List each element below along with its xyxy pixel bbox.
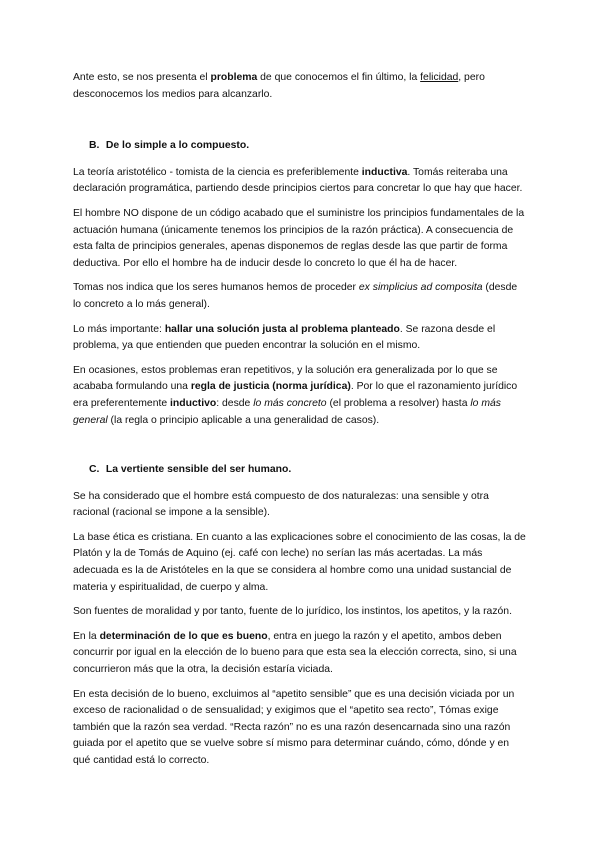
text-run: . Tomás reiteraba una declaración programática, partiendo desde principios ciertos para concretar lo que hay que hacer. <box>73 166 523 195</box>
section-b-paragraph-5 <box>73 363 528 429</box>
intro-paragraph <box>73 70 528 103</box>
section-c-letter: C. <box>89 464 100 476</box>
text-run: . Se razona desde el problema, ya que entienden que pueden encontrar la solución en el mismo. <box>73 323 496 352</box>
bold-run: inductivo <box>170 397 217 409</box>
underlined-run: felicidad <box>420 72 459 83</box>
text-run: , pero desconocemos los medios para alcanzarlo. <box>73 72 485 100</box>
text-run: Tomas nos indica que los seres humanos hemos de proceder <box>73 282 359 294</box>
text-run: En ocasiones, estos problemas eran repetitivos, y la solución era generalizada por lo que se acababa formulando una <box>73 364 498 393</box>
bold-run: hallar una solución justa al problema planteado <box>164 323 400 335</box>
section-c-paragraph-5: En esta decisión de lo bueno, excluimos al “apetito sensible” que es una decisión viciada por un exceso de racionalidad o de sensualidad; y exigimos que el “apetito sea recto”, Tómas exige también que la razón sea verdad. “Recta razón” no es una razón desencarnada sino una razón guiada por el apetito que se vuelve sobre sí mismo para determinar cuándo, cómo, dónde y en qué cantidad está lo correcto. <box>73 688 515 766</box>
text-run: La teoría aristotélico - tomista de la ciencia es preferiblemente <box>73 166 362 178</box>
section-b-heading <box>73 138 528 155</box>
section-b-paragraph-2: El hombre NO dispone de un código acabado que el suministre los principios fundamentales de la actuación humana (únicamente tenemos los principios de la razón práctica). A consecuencia de esta falta de principios generales, apenas disponemos de reglas desde las que partir de forma deductiva. Por ello el hombre ha de inducir desde lo concreto lo que él ha de hacer. <box>73 207 525 269</box>
bold-run: determinación de lo que es bueno <box>99 630 268 642</box>
text-run: . Por lo que el razonamiento jurídico era preferentemente <box>73 381 518 409</box>
section-c-paragraph-1: Se ha considerado que el hombre está compuesto de dos naturalezas: una sensible y otra racional (racional se impone a la sensible). <box>73 490 489 519</box>
section-b-paragraph-3 <box>73 280 528 313</box>
bold-run: inductiva <box>361 166 408 178</box>
text-run: de que conocemos el fin último, la <box>257 72 421 83</box>
bold-run: regla de justicia (norma jurídica) <box>190 381 351 393</box>
section-b-paragraph-1 <box>73 165 528 198</box>
text-run: : desde <box>216 397 254 409</box>
text-run: En la <box>73 630 100 642</box>
text-run: (el problema a resolver) hasta <box>326 397 471 409</box>
section-c-paragraph-2: La base ética es cristiana. En cuanto a las explicaciones sobre el conocimiento de las cosas, la de Platón y la de Tomás de Aquino (ej. café con leche) no serían las más acertadas. La más adecuada es la de Aristóteles en la que se considera al hombre como una unidad sustancial de materia y espiritualidad, de cuerpo y alma. <box>73 531 526 593</box>
text-run: (la regla o principio aplicable a una generalidad de casos). <box>107 414 380 426</box>
text-run: Ante esto, se nos presenta el <box>73 72 211 83</box>
bold-run: problema <box>210 72 258 83</box>
document-body <box>73 70 528 778</box>
italic-run: ex simplicius ad composita <box>358 282 483 294</box>
text-run: , entra en juego la razón y el apetito, ambos deben concurrir por igual en la elección de lo bueno para que esta sea la elección correcta, sino, si una concurrieron más que la otra, la decisión estaría viciada. <box>73 630 517 676</box>
italic-run: lo más general <box>73 397 501 426</box>
section-b-title: De lo simple a lo compuesto. <box>105 140 250 152</box>
text-run: (desde lo concreto a lo más general). <box>73 282 518 310</box>
section-b-paragraph-4 <box>73 322 528 355</box>
section-b-letter: B. <box>89 140 100 152</box>
italic-run: lo más concreto <box>253 397 327 409</box>
section-c-title: La vertiente sensible del ser humano. <box>105 464 292 476</box>
section-c-heading <box>73 462 528 479</box>
text-run: Lo más importante: <box>73 323 165 335</box>
section-c-paragraph-3: Son fuentes de moralidad y por tanto, fuente de lo jurídico, los instintos, los apetitos, y la razón. <box>73 606 512 618</box>
section-c-paragraph-4 <box>73 629 528 679</box>
